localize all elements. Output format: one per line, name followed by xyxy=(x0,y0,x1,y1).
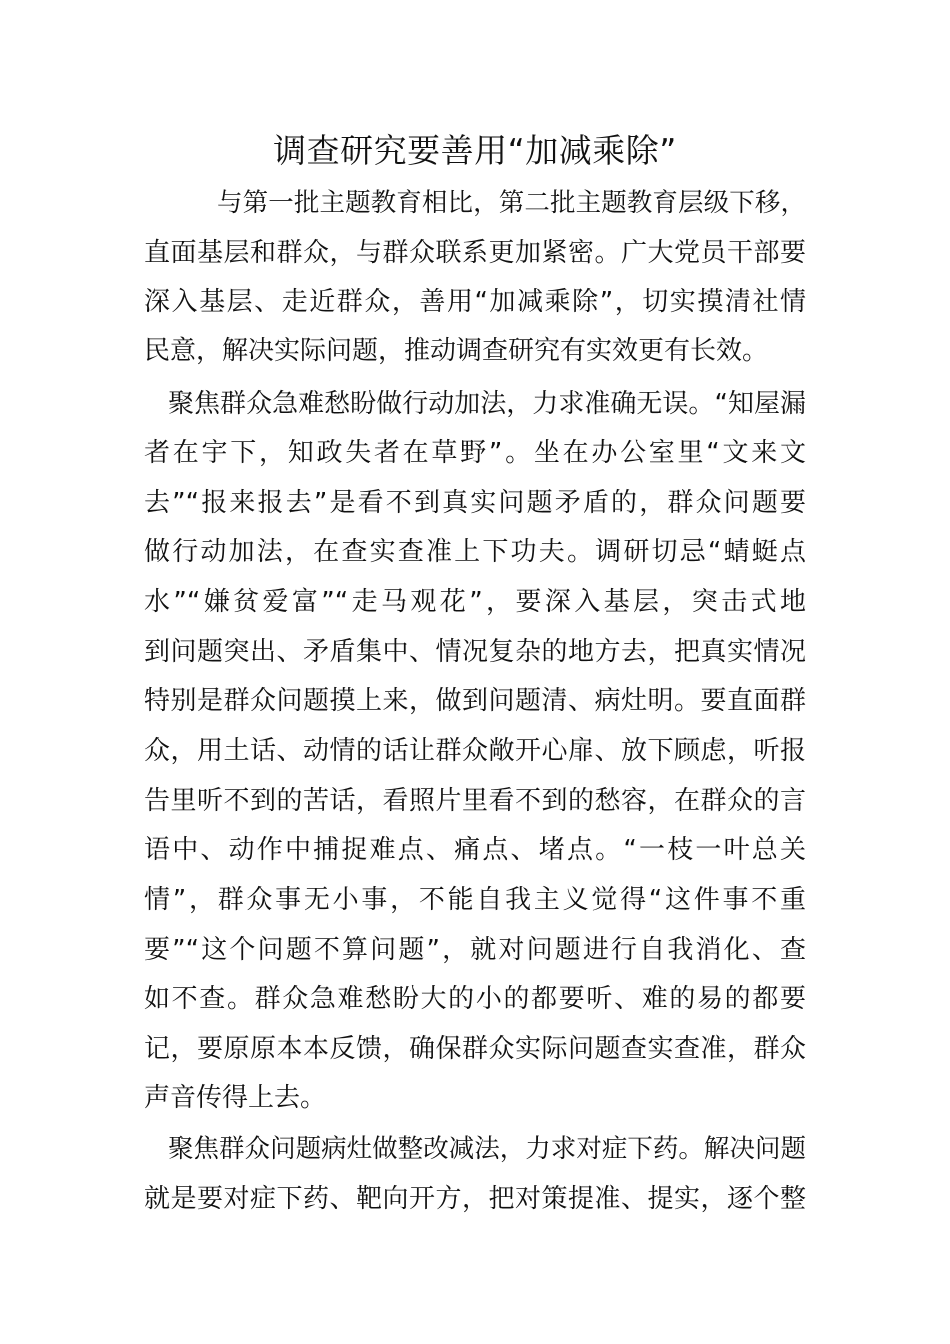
text-line: 情”，群众事无小事，不能自我主义觉得“这件事不重 xyxy=(144,885,806,915)
text-line: 者在宇下，知政失者在草野”。坐在办公室里“文来文 xyxy=(144,438,806,468)
text-line: 与第一批主题教育相比，第二批主题教育层级下移， xyxy=(217,188,806,218)
text-line: 声音传得上去。 xyxy=(144,1083,327,1113)
text-line: 聚焦群众急难愁盼做行动加法，力求准确无误。“知屋漏 xyxy=(168,389,806,419)
text-line: 记，要原原本本反馈，确保群众实际问题查实查准，群众 xyxy=(144,1034,806,1064)
text-line: 聚焦群众问题病灶做整改减法，力求对症下药。解决问题 xyxy=(168,1134,806,1164)
text-line: 特别是群众问题摸上来，做到问题清、病灶明。要直面群 xyxy=(144,686,806,716)
text-line: 到问题突出、矛盾集中、情况复杂的地方去，把真实情况 xyxy=(144,637,806,667)
text-line: 众，用土话、动情的话让群众敞开心扉、放下顾虑，听报 xyxy=(144,736,806,766)
text-line: 做行动加法，在查实查准上下功夫。调研切忌“蜻蜓点 xyxy=(144,537,806,567)
text-line: 就是要对症下药、靶向开方，把对策提准、提实，逐个整 xyxy=(144,1184,806,1214)
text-line: 要”“这个问题不算问题”，就对问题进行自我消化、查 xyxy=(144,935,806,965)
text-line: 水”“嫌贫爱富”“走马观花”，要深入基层，突击式地 xyxy=(144,587,806,617)
text-line: 深入基层、走近群众，善用“加减乘除”，切实摸清社情 xyxy=(144,287,806,317)
text-line: 民意，解决实际问题，推动调查研究有实效更有长效。 xyxy=(144,336,769,366)
text-line: 去”“报来报去”是看不到真实问题矛盾的，群众问题要 xyxy=(144,488,806,518)
document-title: 调查研究要善用“加减乘除” xyxy=(273,131,677,170)
text-line: 直面基层和群众，与群众联系更加紧密。广大党员干部要 xyxy=(144,238,806,268)
text-line: 如不查。群众急难愁盼大的小的都要听、难的易的都要 xyxy=(144,984,806,1014)
text-line: 语中、动作中捕捉难点、痛点、堵点。“一枝一叶总关 xyxy=(144,835,806,865)
text-line: 告里听不到的苦话，看照片里看不到的愁容，在群众的言 xyxy=(144,786,806,816)
